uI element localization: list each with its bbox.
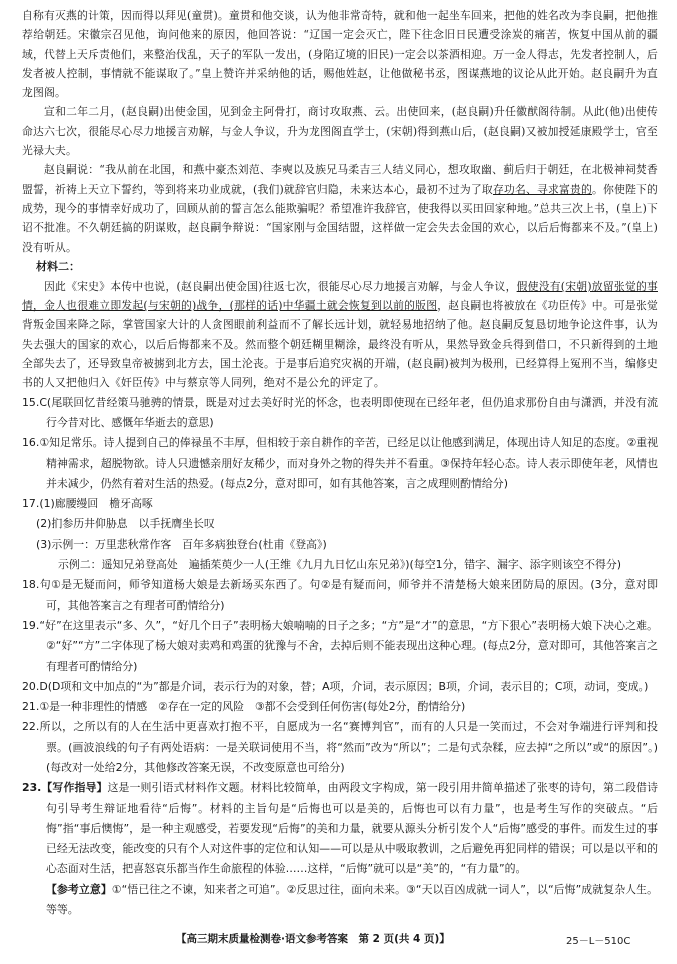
answer-15: 15.C(尾联回忆昔经策马驰骋的情景，既是对过去美好时光的怀念，也表明即使现在已经年老，但仍追求那份自由与潇洒，并没有流行今昔对比、感慨年华逝去的意思) — [22, 395, 658, 429]
text-segment: 。你使陛下的成势，现今的事情幸好成功了，回顾从前的誓言怎么能欺骗呢？希望准许我辞官，使我得以买田回家种地。”总共三次上书，(皇上)下诏不批准。不久朝廷搞的阴谋败，赵良嗣争辩说：“国家刚与金国结盟，这样做一定会失去金国的欢心，以后后悔都来不及。”(皇上)没有听从。 — [22, 182, 658, 254]
reference-label: 【参考立意】 — [46, 882, 112, 896]
answer-23-guide — [22, 778, 658, 879]
text-segment: 赵良嗣说：“我从前在北国，和燕中豪杰刘范、李奭以及族兄马柔吉三人结义同心，想攻取幽、蓟后归于朝廷，在北极神祠焚香盟誓，祈祷上天立下誓约，等到将来功业成就，(我们)就辞官归隐，未来达本心，最初不过为了取 — [22, 163, 658, 196]
underlined-segment: 存功名、寻求富贵的 — [492, 182, 592, 196]
answer-16: 16.①知足常乐。诗人提到自己的俸禄虽不丰厚，但相较于亲自耕作的辛苦，已经足以让他感到满足，体现出诗人知足的态度。②重视精神需求，超脱物欲。诗人只遗憾亲朋好友稀少，而对身外之物的得失并不看重。③保持年轻心态。诗人表示即使年老，风情也并未减少，仍然有着对生活的热爱。(每点2分，意对即可，如有其他答案，言之成理则酌情给分) — [22, 436, 658, 490]
answer-17-2: (2)扪参历井仰胁息 以手抚膺坐长叹 — [36, 517, 215, 531]
answer-20: 20.D(D项和文中加点的“为”都是介词，表示行为的对象，替；A项，介词，表示原因；B项，介词，表示目的；C项，动词，变成。) — [22, 679, 649, 693]
text-segment: ，赵良嗣也将被放在《功臣传》中。可是张觉背叛金国来降之际，掌管国家大计的人贪图眼前利益而不了解长远计划，就轻易地招纳了他。赵良嗣反复恳切地争论这件事，认为失去强大的国家的欢心，以后后悔都来不及。然而整个朝廷糊里糊涂，最终没有听从，果然导致金兵得到借口，不只新得到的土地全部失去了，还导致皇帝被掳到北方去，国土沦丧。于是事后追究灾祸的开端，(赵良嗣)被判为极刑，已经算得上冤刑不当，编修史书的人又把他归入《奸臣传》中与蔡京等人同列，绝对不是公允的评定了。 — [22, 299, 658, 390]
text-segment: 因此《宋史》本传中也说，(赵良嗣出使金国)往返七次，很能尽心尽力地援言劝解，与金人争议， — [44, 279, 517, 293]
answer-22: 22.所以，之所以有的人在生活中更喜欢打抱不平，自愿成为一名“赛博判官”，而有的人只是一笑而过，不会对争端进行评判和投票。(画波浪线的句子有两处语病：一是关联词使用不当，将“然而”改为“所以”；二是句式杂糅，应去掉“之所以”或“的原因”。)(每改对一处给2分，其他修改答案无误，不改变原意也可给分) — [22, 720, 658, 774]
material1-paragraph-1: 自称有灭燕的计策，因而得以拜见(童贯)。童贯和他交谈，认为他非常奇特，就和他一起坐车回来，把他的姓名改为李良嗣，把他推荐给朝廷。宋徽宗召见他，询问他来的原因，他回答说：“辽国一定会灭亡，陛下往念旧日民遭受涂炭的痛苦，恢复中国从前的疆域，代替上天斥责他们，来整治伐乱，天子的军队一发出，(身陷辽境的旧民)一定会以茶酒相迎。万一金人得志，先发者控制人，后发者被人控制，事情就不能谋取了。”皇上赞许并采纳他的话，赐他姓赵，让他做秘书丞，图谋燕地的议论从此开始。赵良嗣升为直龙图阁。 — [22, 9, 658, 100]
material2-paragraph — [22, 277, 658, 393]
material1-paragraph-3 — [22, 160, 658, 256]
underlined-segment: 假使没有(宋朝)放留张觉的事情，金人也很难立即发起(与宋朝的)战争，(那样的话)中华疆土就会恢复到以前的版图 — [22, 279, 658, 313]
footer-code: 25－L－510C — [566, 936, 631, 947]
material2-heading: 材料二： — [36, 259, 80, 273]
answer-17-1: 17.(1)廊腰缦回 檐牙高啄 — [22, 497, 153, 511]
answer-17-3a: (3)示例一：万里悲秋常作客 百年多病独登台(杜甫《登高》) — [36, 537, 327, 551]
answer-page — [22, 6, 658, 920]
answer-18: 18.句①是无疑而问，师爷知道杨大娘是去新场买东西了。句②是有疑而问，师爷并不清楚杨大娘来团防局的原因。(3分，意对即可，其他答案言之有理者可酌情给分) — [22, 578, 658, 612]
answer-19: 19.“好”在这里表示“多、久”，“好几个日子”表明杨大娘喃喃的日子之多；“方”是“才”的意思，“方下狠心”表明杨大娘下决心之难。②“好”“方”二字体现了杨大娘对卖鸡和鸡蛋的犹豫与不舍，去掉后则不能表现出这种心理。(每点2分，意对即可，其他答案言之有理者可酌情给分) — [22, 618, 658, 673]
answer-21: 21.①是一种非理性的情感 ②存在一定的风险 ③都不会受到任何伤害(每处2分，酌情给分) — [22, 700, 466, 714]
writing-guide-label: 23.【写作指导】 — [22, 781, 108, 795]
answer-23-reference — [22, 880, 658, 921]
material1-paragraph-2: 宣和二年二月，(赵良嗣)出使金国，见到金主阿骨打，商讨攻取燕、云。出使回来，(赵良嗣)升任徽猷阁待制。从此(他)出使传命达六七次，很能尽心尽力地援言劝解，与金人争议，升为龙图阁直学士，(宋朝)得到燕山后，(赵良嗣)又被加授延康殿学士，官至光禄大夫。 — [22, 105, 658, 158]
reference-text: ①“悟已往之不谏，知来者之可追”。②反思过往，面向未来。③“天以百凶成就一词人”，以“后悔”成就复杂人生。等等。 — [46, 882, 658, 917]
answer-17-3b: 示例二：遥知兄弟登高处 遍插茱萸少一人(王维《九月九日忆山东兄弟》)(每空1分，错字、漏字、添字则该空不得分) — [58, 558, 622, 572]
footer-title: 【高三期末质量检测卷·语文参考答案 第 2 页(共 4 页)】 — [176, 933, 450, 945]
writing-guide-text: 这是一则引语式材料作文题。材料比较简单，由两段文字构成，第一段引用井简单描述了张枣的诗句，第二段借诗句引导考生辩证地看待“后悔”。材料的主旨句是“后悔也可以是美的，后悔也可以有力量”，也是考生写作的突破点。“后悔”指“事后懊悔”，是一种主观感受，若要发现“后悔”的美和力量，就要从源头分析引发个人“后悔”感受的事件。而发生过的事已经无法改变，能改变的只有个人对这件事的定位和认知——可以是从中吸取教训，之后避免再犯同样的错误；可以是以平和的心态面对生活，把喜怒哀乐都当作生命旅程的体验……这样，“后悔”就可以是“美”的，“有力量”的。 — [46, 781, 658, 876]
